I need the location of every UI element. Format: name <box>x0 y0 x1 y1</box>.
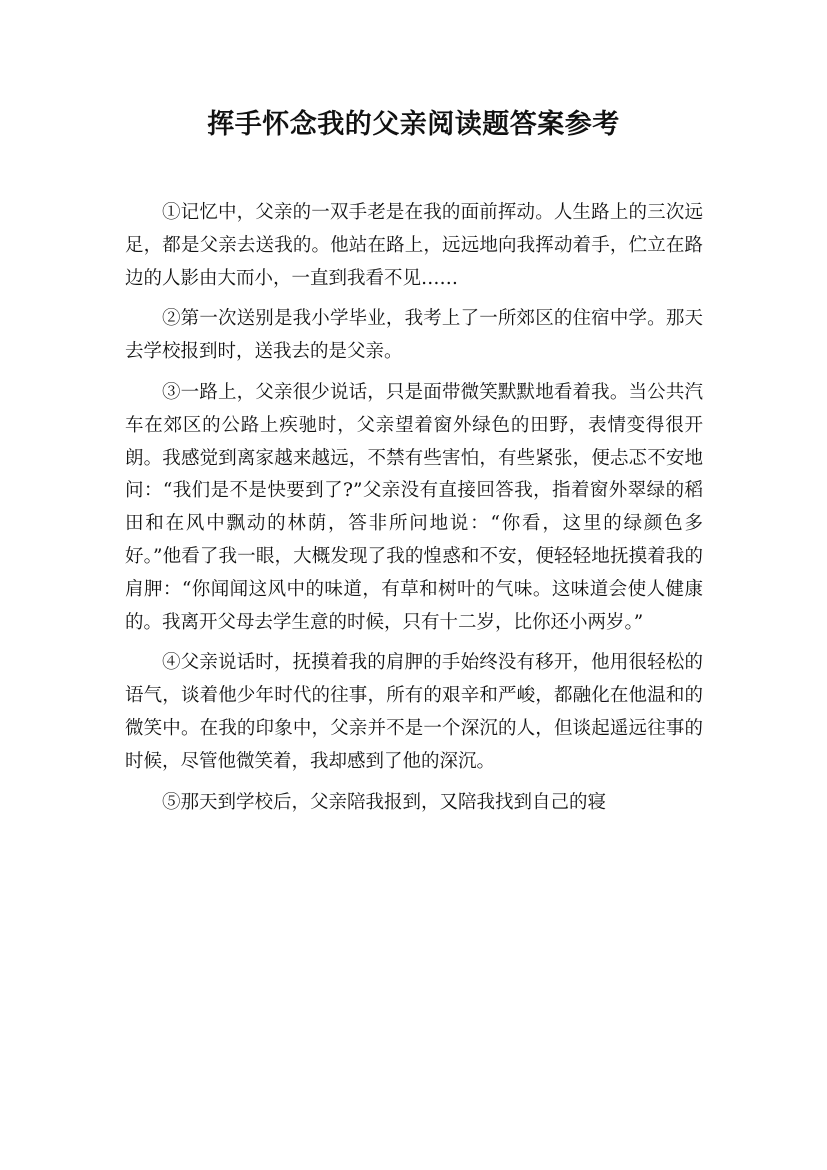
document-body <box>125 197 703 827</box>
paragraph-2: ②第一次送别是我小学毕业，我考上了一所郊区的住宿中学。那天去学校报到时，送我去的是父亲。 <box>125 308 703 363</box>
paragraph-4: ④父亲说话时，抚摸着我的肩胛的手始终没有移开，他用很轻松的语气，谈着他少年时代的往事，所有的艰辛和严峻，都融化在他温和的微笑中。在我的印象中，父亲并不是一个深沉的人，但谈起遥远往事的时候，尽管他微笑着，我却感到了他的深沉。 <box>125 652 703 772</box>
paragraph-3: ③一路上，父亲很少说话，只是面带微笑默默地看着我。当公共汽车在郊区的公路上疾驰时，父亲望着窗外绿色的田野，表情变得很开朗。我感觉到离家越来越远，不禁有些害怕，有些紧张，便忐忑不安地问：“我们是不是快要到了?”父亲没有直接回答我，指着窗外翠绿的稻田和在风中飘动的林荫，答非所问地说：“你看，这里的绿颜色多好。”他看了我一眼，大概发现了我的惶惑和不安，便轻轻地抚摸着我的肩胛：“你闻闻这风中的味道，有草和树叶的气味。这味道会使人健康的。我离开父母去学生意的时候，只有十二岁，比你还小两岁。” <box>125 381 703 633</box>
paragraph-1: ①记忆中，父亲的一双手老是在我的面前挥动。人生路上的三次远足，都是父亲去送我的。他站在路上，远远地向我挥动着手，伫立在路边的人影由大而小，一直到我看不见…… <box>125 202 703 289</box>
document-title: 挥手怀念我的父亲阅读题答案参考 <box>207 109 620 140</box>
paragraph-5: ⑤那天到学校后，父亲陪我报到，又陪我找到自己的寝 <box>162 791 607 813</box>
